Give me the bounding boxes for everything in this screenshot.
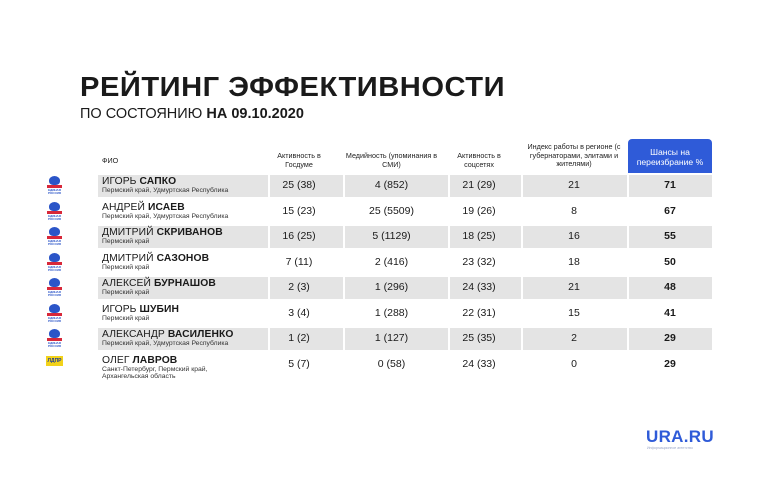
subtitle-prefix: ПО СОСТОЯНИЮ — [80, 106, 203, 122]
last-name: ШУБИН — [139, 303, 180, 315]
gosduma-value: 15 (23) — [282, 204, 316, 217]
chance-value: 50 — [664, 255, 676, 268]
brand-tagline: Информационное агентство — [647, 446, 693, 450]
united-russia-logo-icon — [47, 202, 62, 222]
deputy-name — [102, 278, 216, 289]
index-value: 16 — [568, 230, 580, 242]
last-name: САЗОНОВ — [156, 252, 210, 264]
table-row — [44, 250, 716, 276]
social-value: 25 (35) — [462, 332, 496, 344]
gosduma-value: 25 (38) — [282, 179, 316, 191]
deputy-region: Пермский край — [102, 263, 150, 271]
header-index: Индекс работы в регионе (с губернаторами, элитами и жителями) — [527, 142, 621, 168]
last-name: ИСАЕВ — [147, 201, 185, 213]
media-value: 25 (5509) — [369, 204, 414, 217]
deputy-region: Пермский край — [102, 289, 150, 296]
first-name: ДМИТРИЙ — [102, 252, 154, 264]
page-title: РЕЙТИНГ ЭФФЕКТИВНОСТИ — [80, 71, 506, 102]
header-fio: ФИО — [102, 156, 119, 165]
index-value: 18 — [568, 255, 580, 268]
gosduma-value: 1 (2) — [288, 332, 310, 344]
brand-logo — [646, 428, 714, 450]
chance-value: 71 — [664, 179, 676, 191]
social-value: 24 (33) — [462, 357, 496, 370]
first-name: АНДРЕЙ — [102, 201, 146, 213]
gosduma-value: 2 (3) — [288, 281, 310, 293]
media-value: 1 (127) — [374, 332, 409, 344]
media-value: 2 (416) — [374, 255, 409, 268]
last-name: СКРИВАНОВ — [156, 227, 223, 238]
united-russia-logo-icon — [47, 329, 62, 349]
social-value: 22 (31) — [462, 306, 496, 319]
gosduma-value: 5 (7) — [288, 357, 310, 370]
table-body — [44, 173, 716, 392]
index-value: 21 — [568, 281, 580, 293]
deputy-name — [102, 253, 209, 264]
media-value: 4 (852) — [374, 179, 409, 191]
table-row — [44, 173, 716, 199]
first-name: АЛЕКСАНДР — [102, 329, 165, 340]
rating-table — [44, 139, 716, 392]
first-name: ИГОРЬ — [102, 303, 137, 315]
logo-text: ЕДИНАЯ РОССИЯ — [48, 213, 61, 221]
logo-text: ЕДИНАЯ РОССИЯ — [48, 239, 61, 247]
last-name: БУРНАШОВ — [153, 278, 216, 289]
deputy-region: Пермский край, Удмуртская Республика — [102, 212, 229, 220]
deputy-name — [102, 304, 179, 315]
media-value: 1 (288) — [374, 306, 409, 319]
subtitle-date: НА 09.10.2020 — [206, 106, 304, 122]
last-name: ЛАВРОВ — [132, 354, 178, 366]
deputy-region: Санкт-Петербург, Пермский край, Архангельская область — [102, 365, 208, 381]
media-value: 5 (1129) — [372, 230, 411, 242]
table-header — [44, 139, 716, 173]
table-row — [44, 352, 716, 392]
deputy-region: Пермский край — [102, 314, 150, 322]
deputy-name — [102, 329, 234, 340]
header-gosduma: Активность в Госдуме — [277, 151, 321, 169]
last-name: ВАСИЛЕНКО — [167, 329, 234, 340]
social-value: 21 (29) — [462, 179, 496, 191]
first-name: ОЛЕГ — [102, 354, 130, 366]
deputy-name — [102, 202, 185, 213]
last-name: САПКО — [139, 176, 177, 187]
chance-value: 41 — [664, 306, 676, 319]
header-chance: Шансы на переизбрание % — [628, 139, 712, 173]
social-value: 23 (32) — [462, 255, 496, 268]
social-value: 19 (26) — [462, 204, 496, 217]
united-russia-logo-icon — [47, 253, 62, 273]
deputy-region: Пермский край, Удмуртская Республика — [102, 340, 229, 347]
brand-name: URA.RU — [646, 427, 714, 446]
gosduma-value: 16 (25) — [282, 230, 316, 242]
index-value: 21 — [568, 179, 580, 191]
united-russia-logo-icon — [47, 227, 62, 247]
page-subtitle — [80, 105, 304, 123]
logo-text: ЕДИНАЯ РОССИЯ — [48, 315, 61, 323]
first-name: ИГОРЬ — [102, 176, 137, 187]
united-russia-logo-icon — [47, 176, 62, 196]
chance-value: 29 — [664, 357, 676, 370]
gosduma-value: 3 (4) — [288, 306, 310, 319]
gosduma-value: 7 (11) — [285, 255, 313, 268]
table-row — [44, 275, 716, 301]
media-value: 0 (58) — [377, 357, 406, 370]
media-value: 1 (296) — [374, 281, 409, 293]
chance-value: 48 — [664, 281, 676, 293]
chance-value: 55 — [664, 230, 676, 242]
index-value: 0 — [571, 357, 577, 370]
chance-value: 29 — [664, 332, 676, 344]
header-social: Активность в соцсетях — [457, 151, 501, 169]
social-value: 18 (25) — [462, 230, 496, 242]
chance-value: 67 — [664, 204, 676, 217]
logo-text: ЕДИНАЯ РОССИЯ — [48, 188, 61, 196]
table-row — [44, 224, 716, 250]
logo-text: ЕДИНАЯ РОССИЯ — [48, 290, 61, 298]
first-name: ДМИТРИЙ — [102, 227, 154, 238]
united-russia-logo-icon — [47, 278, 62, 298]
logo-text: ЕДИНАЯ РОССИЯ — [48, 341, 61, 349]
header-media: Медийность (упоминания в СМИ) — [345, 151, 438, 169]
deputy-region: Пермский край, Удмуртская Республика — [102, 187, 229, 194]
united-russia-logo-icon — [47, 304, 62, 324]
deputy-name — [102, 355, 177, 366]
ldpr-logo-icon: ЛДПР — [47, 357, 62, 364]
index-value: 8 — [571, 204, 577, 217]
deputy-name — [102, 176, 176, 187]
deputy-name — [102, 227, 223, 238]
deputy-region: Пермский край — [102, 238, 150, 245]
table-row — [44, 301, 716, 327]
table-row — [44, 199, 716, 225]
index-value: 15 — [568, 306, 580, 319]
table-row — [44, 326, 716, 352]
logo-text: ЕДИНАЯ РОССИЯ — [48, 264, 61, 272]
index-value: 2 — [571, 332, 577, 344]
social-value: 24 (33) — [462, 281, 496, 293]
first-name: АЛЕКСЕЙ — [102, 278, 152, 289]
